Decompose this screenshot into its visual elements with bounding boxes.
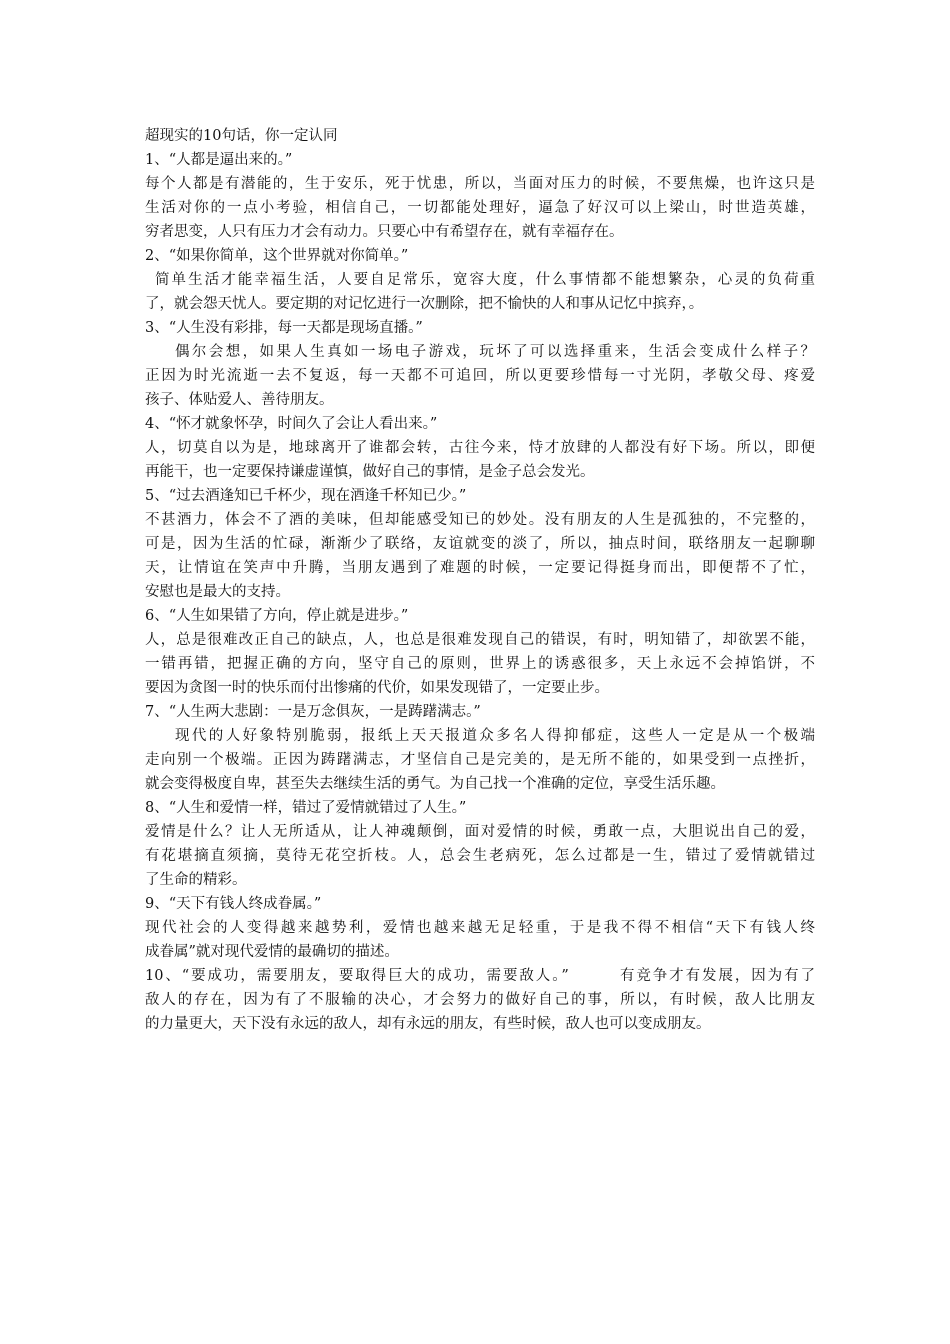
- text-line: 可是，因为生活的忙碌，渐渐少了联络，友谊就变的淡了，所以，抽点时间，联络朋友一起聊聊: [145, 536, 815, 552]
- text-line: 现代的人好象特别脆弱，报纸上天天报道众多名人得抑郁症，这些人一定是从一个极端: [175, 728, 815, 744]
- text-line: 安慰也是最大的支持。: [145, 584, 290, 600]
- document-page: [145, 124, 815, 1036]
- text-line: 爱情是什么？让人无所适从，让人神魂颠倒，面对爱情的时候，勇敢一点，大胆说出自己的爱，: [145, 824, 815, 840]
- text-line: 6、“人生如果错了方向，停止就是进步。”: [145, 608, 409, 624]
- text-line: 走向别一个极端。正因为踌躇满志，才坚信自己是完美的，是无所不能的，如果受到一点挫折，: [145, 752, 815, 768]
- text-line: 偶尔会想，如果人生真如一场电子游戏，玩坏了可以选择重来，生活会变成什么样子？: [175, 344, 815, 360]
- text-line: 5、“过去酒逢知已千杯少，现在酒逢千杯知已少。”: [145, 488, 467, 504]
- text-line: 1、“人都是逼出来的。”: [145, 152, 293, 168]
- text-line: 了，就会怨天忧人。要定期的对记忆进行一次删除，把不愉快的人和事从记忆中摈弃，。: [145, 296, 704, 312]
- text-line: 就会变得极度自卑，甚至失去继续生活的勇气。为自己找一个准确的定位，享受生活乐趣。: [145, 776, 725, 792]
- text-line: 人，切莫自以为是，地球离开了谁都会转，古往今来，恃才放肆的人都没有好下场。所以，即便: [145, 440, 815, 456]
- text-line: 3、“人生没有彩排，每一天都是现场直播。”: [145, 320, 423, 336]
- text-line: 简单生活才能幸福生活，人要自足常乐，宽容大度，什么事情都不能想繁杂，心灵的负荷重: [155, 272, 815, 288]
- text-line: 每个人都是有潜能的，生于安乐，死于忧患，所以，当面对压力的时候，不要焦燥，也许这只是: [145, 176, 815, 192]
- text-line: 成眷属”就对现代爱情的最确切的描述。: [145, 944, 399, 960]
- text-line: 10、“要成功，需要朋友，要取得巨大的成功，需要敌人。” 有竞争才有发展，因为有了: [145, 968, 815, 984]
- text-line: 7、“人生两大悲剧：一是万念俱灰，一是踌躇满志。”: [145, 704, 481, 720]
- text-line: 人，总是很难改正自己的缺点，人，也总是很难发现自己的错误，有时，明知错了，却欲罢不能，: [145, 632, 815, 648]
- document-body: [145, 148, 815, 1036]
- text-line: 穷者思变，人只有压力才会有动力。只要心中有希望存在，就有幸福存在。: [145, 224, 624, 240]
- text-line: 要因为贪图一时的快乐而付出惨痛的代价，如果发现错了，一定要止步。: [145, 680, 609, 696]
- text-line: 4、“怀才就象怀孕，时间久了会让人看出来。”: [145, 416, 438, 432]
- text-line: 再能干，也一定要保持谦虚谨慎，做好自己的事情，是金子总会发光。: [145, 464, 595, 480]
- text-line: 敌人的存在，因为有了不服输的决心，才会努力的做好自己的事，所以，有时候，敌人比朋友: [145, 992, 815, 1008]
- text-line: 2、“如果你简单，这个世界就对你简单。”: [145, 248, 409, 264]
- text-line: 的力量更大，天下没有永远的敌人，却有永远的朋友，有些时候，敌人也可以变成朋友。: [145, 1016, 711, 1032]
- text-line: 一错再错，把握正确的方向，坚守自己的原则，世界上的诱惑很多，天上永远不会掉馅饼，不: [145, 656, 815, 672]
- text-line: 孩子、体贴爱人、善待朋友。: [145, 392, 334, 408]
- text-line: 有花堪摘直须摘，莫待无花空折枝。人，总会生老病死，怎么过都是一生，错过了爱情就错过: [145, 848, 815, 864]
- text-line: 9、“天下有钱人终成眷属。”: [145, 896, 322, 912]
- text-line: 正因为时光流逝一去不复返，每一天都不可追回，所以更要珍惜每一寸光阴，孝敬父母、疼爱: [145, 368, 815, 384]
- text-line: 现代社会的人变得越来越势利，爱情也越来越无足轻重，于是我不得不相信“天下有钱人终: [145, 920, 815, 936]
- text-line: 天，让情谊在笑声中升腾，当朋友遇到了难题的时候，一定要记得挺身而出，即便帮不了忙，: [145, 560, 815, 576]
- text-line: 8、“人生和爱情一样，错过了爱情就错过了人生。”: [145, 800, 467, 816]
- document-title: 超现实的10句话，你一定认同: [145, 128, 338, 144]
- text-line: 生活对你的一点小考验，相信自己，一切都能处理好，逼急了好汉可以上梁山，时世造英雄，: [145, 200, 815, 216]
- text-line: 了生命的精彩。: [145, 872, 247, 888]
- text-line: 不甚酒力，体会不了酒的美味，但却能感受知已的妙处。没有朋友的人生是孤独的，不完整的，: [145, 512, 815, 528]
